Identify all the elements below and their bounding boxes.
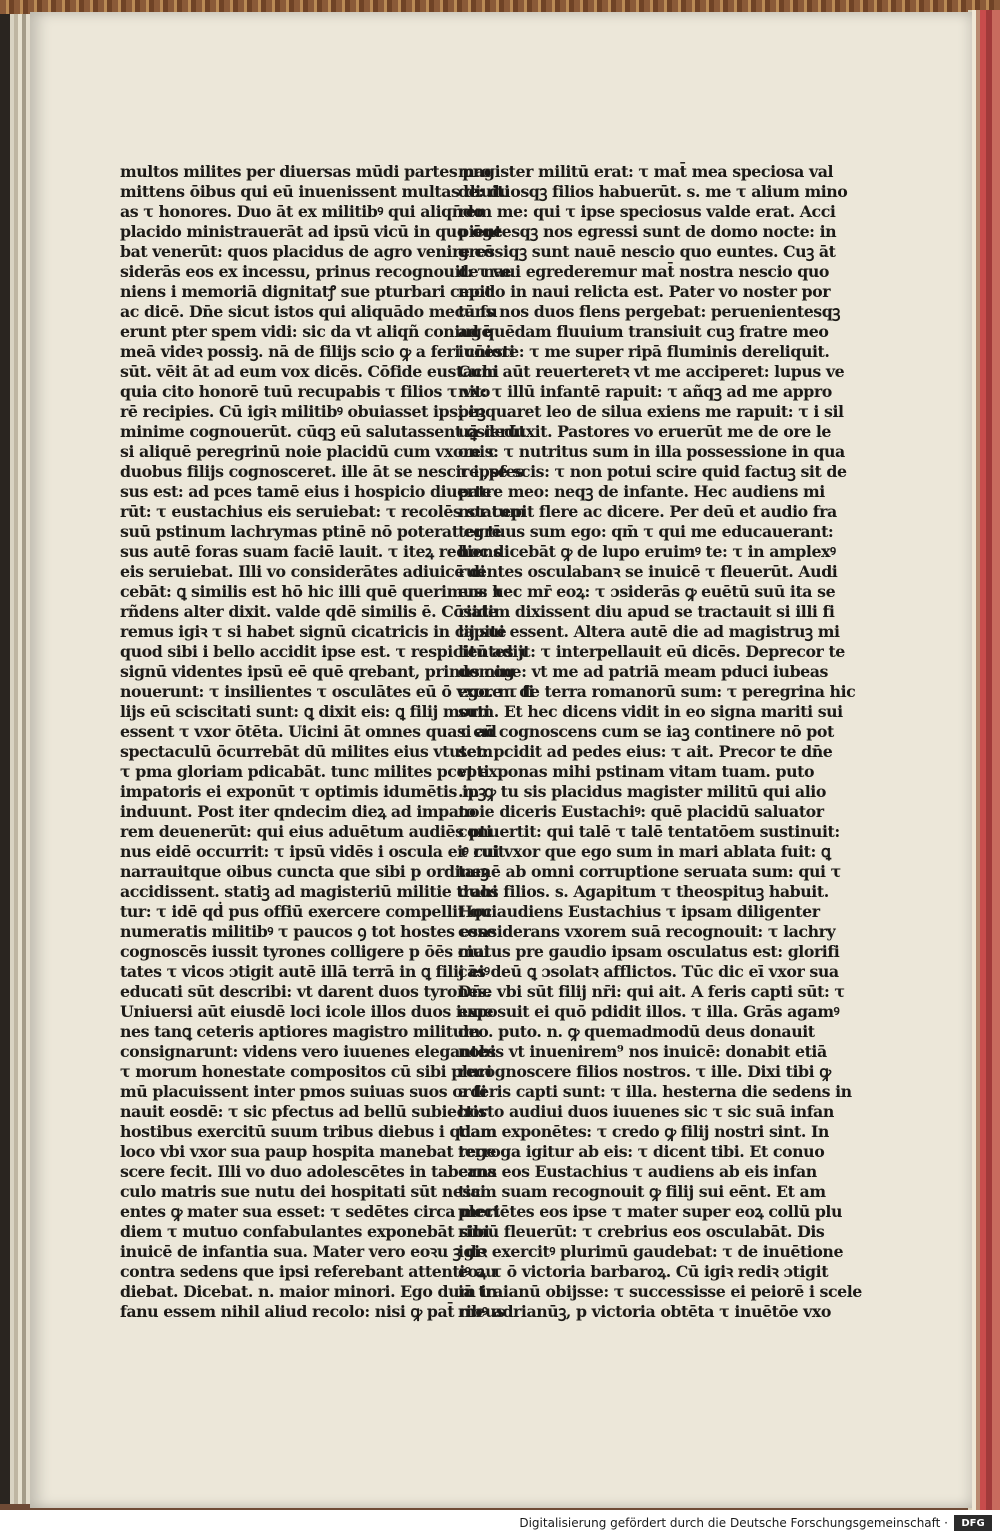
- text-line: nus eidē occurrit: τ ipsū vidēs i oscula eiꝰ ruit: [120, 842, 505, 861]
- text-line: set: pcidit ad pedes eius: τ ait. Precor te dn̄e: [458, 742, 833, 761]
- text-line: ribꝰ adrianūꝫ, p victoria obtēta τ inuētōe vxo: [458, 1302, 831, 1321]
- text-line: inuicē de infantia sua. Mater vero eoꝛu ꝫ de: [120, 1242, 486, 1261]
- text-line: hoc dicebāt ꝙ de lupo eruimꝰ te: τ in amplexꝰ: [458, 542, 836, 561]
- text-line: bat venerūt: quos placidus de agro venire cō: [120, 242, 494, 261]
- text-line: Hoc audiens Eustachius τ ipsam diligenter: [458, 902, 820, 921]
- text-line: suū pstinum lachrymas ptinē nō poterat egrē: [120, 522, 502, 541]
- text-line: tates τ vicos ɔtigit autē illā terrā in ꝗ filij eiꝰ: [120, 962, 490, 981]
- text-line: cognoscēs iussit tyrones colligere p ōēs ciui: [120, 942, 490, 961]
- text-line: pinquaret leo de silua exiens me rapuit: τ i sil: [458, 402, 844, 421]
- text-line: tiam suam recognouit ꝙ filij sui eēnt. Et am: [458, 1182, 826, 1201]
- text-line: as τ honores. Duo āt ex militibꝰ qui aliqn̄do: [120, 202, 484, 221]
- text-line: rē recipies. Cū igiꝛ militibꝰ obuiasset ipsi eꝫ: [120, 402, 486, 421]
- text-line: eis seruiebat. Illi vo considerātes adiuicē di: [120, 562, 486, 581]
- text-line: τ ipse scis: τ non potui scire quid factuꝫ sit de: [458, 462, 847, 481]
- text-line: nes tanꝗ ceteris aptiores magistro militum: [120, 1022, 480, 1041]
- text-line: τ cui vxor que ego sum in mari ablata fuit: ꝗ: [458, 842, 831, 861]
- text-line: .n. ꝙ tu sis placidus magister militū qui alio: [458, 782, 826, 801]
- text-line: sus autē foras suam faciē lauit. τ iteꝝ rediens: [120, 542, 502, 561]
- text-line: loco vbi vxor sua paup hospita manebat rege: [120, 1142, 496, 1161]
- text-line: tamē ab omni corruptione seruata sum: qui τ: [458, 862, 841, 881]
- dfg-logo: DFG: [954, 1515, 992, 1531]
- text-line: tur: τ idē qḋ pus offiū exercere compellit qui: [120, 902, 497, 921]
- text-line: spectaculū ōcurrebāt dū milites eius vtutem: [120, 742, 493, 761]
- text-line: erunt pter spem vidi: sic da vt aliqñ coniugē: [120, 322, 492, 341]
- left-text-column: [120, 162, 534, 1322]
- text-line: duobus filijs cognosceret. ille āt se nescire ,pfes: [120, 462, 524, 481]
- right-page-stack: [968, 10, 1000, 1510]
- text-line: cebāt: ꝗ similis est hō hic illi quē querimus: τ: [120, 582, 503, 601]
- text-line: ter tuus sum ego: qm̄ τ qui me educauerant:: [458, 522, 834, 541]
- text-line: eoꝝ τ ō victoria barbaroꝝ. Cū igiꝛ rediꝛ ɔtigit: [458, 1262, 829, 1281]
- text-line: sus est: ad pces tamē eius i hospicio diuerte: [120, 482, 492, 501]
- text-line: Uniuersi aūt eiusdē loci icole illos duos iuue: [120, 1002, 494, 1021]
- text-line: contra sedens que ipsi referebant attentiꝰ au: [120, 1262, 497, 1281]
- text-line: accidissent. statiꝫ ad magisteriū militie trahi: [120, 882, 498, 901]
- text-line: multos milites per diuersas mūdi partes pro: [120, 162, 491, 181]
- text-line: meā videꝛ possiꝫ. nā de filijs scio ꝙ a feri cōesti: [120, 342, 515, 361]
- text-line: de: duosqꝫ filios habuerūt. s. me τ alium mino: [458, 182, 848, 201]
- text-line: rimū fleuerūt: τ crebrius eos osculabāt. Dis: [458, 1222, 825, 1241]
- text-line: remus igiꝛ τ si habet signū cicatricis in capite: [120, 622, 507, 641]
- text-line: τ morum honestate compositos cū sibi pluri: [120, 1062, 492, 1081]
- left-page-stack: [0, 14, 34, 1504]
- text-line: plectētes eos ipse τ mater super eoꝝ collū plu: [458, 1202, 843, 1221]
- text-line: Dn̄e vbi sūt filij nr̄i: qui ait. A feris capti sūt: τ: [458, 982, 845, 1001]
- text-line: signū videntes ipsū eē quē qrebant, prinus cog: [120, 662, 515, 681]
- text-line: entes ꝙ mater sua esset: τ sedētes circa meri: [120, 1202, 500, 1221]
- text-line: induunt. Post iter qndecim dieꝝ ad impato: [120, 802, 476, 821]
- text-line: hostibus exercitū suum tribus diebus i qdam: [120, 1122, 497, 1141]
- text-line: noie diceris Eustachiꝰ: quē placidū saluator: [458, 802, 824, 821]
- text-line: matus pre gaudio ipsam osculatus est: glorifi: [458, 942, 840, 961]
- text-line: culo matris sue nutu dei hospitati sūt nesci: [120, 1182, 486, 1201]
- text-line: cans eos Eustachius τ audiens ab eis infan: [458, 1162, 817, 1181]
- text-line: consignarunt: videns vero iuuenes elegantes: [120, 1042, 496, 1061]
- text-line: nauit eosdē: τ sic pfectus ad bellū subiectis: [120, 1102, 487, 1121]
- text-line: de naui egrederemur mat̄ nostra nescio quo: [458, 262, 829, 281]
- text-line: ad quēdam fluuium transiuit cuꝫ fratre meo: [458, 322, 829, 341]
- text-line: rūt: τ eustachius eis seruiebat: τ recolēs statum: [120, 502, 526, 521]
- text-line: pientesqꝫ nos egressi sunt de domo nocte: in: [458, 222, 837, 241]
- text-line: nobis vt inuenirem⁹ nos inuicē: donabit etiā: [458, 1042, 827, 1061]
- book-page: [30, 12, 972, 1508]
- text-line: educati sūt describi: vt darent duos tyrones.: [120, 982, 492, 1001]
- text-line: deo. puto. n. ꝙ quemadmodū deus donauit: [458, 1022, 815, 1041]
- text-line: a feris capti sunt: τ illa. hesterna die sedens in: [458, 1082, 852, 1101]
- text-line: sūt. vēit āt ad eum vox dicēs. Cōfide eustachi: [120, 362, 499, 381]
- text-line: domine: vt me ad patriā meam pduci iubeas: [458, 662, 828, 681]
- text-line: horto audiui duos iuuenes sic τ sic suā infan: [458, 1102, 834, 1121]
- text-line: nit: τ illū infantē rapuit: τ añqꝫ ad me appro: [458, 382, 832, 401]
- text-line: cās deū ꝗ ɔsolatꝛ afflictos. Tūc dic eī vxor sua: [458, 962, 839, 981]
- funding-credit: Digitalisierung gefördert durch die Deutsche Forschungsgemeinschaft ·: [519, 1516, 948, 1530]
- text-line: essent τ vxor ōtēta. Uicini āt omnes quasi ad: [120, 722, 497, 741]
- text-line: conuertit: qui talē τ talē tentatōem sustinuit:: [458, 822, 840, 841]
- text-line: modo in naui relicta est. Pater vo noster por: [458, 282, 831, 301]
- text-line: narrauitque oibus cuncta que sibi p ordineꝫ: [120, 862, 489, 881]
- text-line: nor cepit flere ac dicere. Per deū et audio fra: [458, 502, 837, 521]
- text-line: iā traianū obijsse: τ successisse ei peiorē i scele: [458, 1282, 862, 1301]
- text-line: τ pma gloriam pdicabāt. tunc milites pcepti: [120, 762, 490, 781]
- text-line: lijs eū sciscitati sunt: ꝗ dixit eis: ꝗ filij morti: [120, 702, 490, 721]
- text-line: si aliquē peregrinū noie placidū cum vxore τ: [120, 442, 496, 461]
- text-line: patre meo: neqꝫ de infante. Hec audiens mi: [458, 482, 825, 501]
- text-line: scere fecit. Illi vo duo adolescētes in taberna: [120, 1162, 497, 1181]
- text-line: siderās eos ex incessu, prinus recognouit: τ ve: [120, 262, 511, 281]
- text-line: ac dicē. Dn̄e sicut istos qui aliquādo mecū fu: [120, 302, 498, 321]
- text-line: rem me: qui τ ipse speciosus valde erat. Acci: [458, 202, 836, 221]
- text-line: mittens ōibus qui eū inuenissent multas diuiti: [120, 182, 510, 201]
- text-line: diem τ mutuo confabulantes exponebāt sibi: [120, 1222, 490, 1241]
- text-line: τ eū cognoscens cum se iaꝫ continere nō pot: [458, 722, 834, 741]
- text-line: numeratis militibꝰ τ paucos ꝯ tot hostes esse: [120, 922, 496, 941]
- text-line: impatoris ei exponūt τ optimis idumētis ipꝫ: [120, 782, 486, 801]
- text-line: ens hec mr̄ eoꝝ: τ ɔsiderās ꝙ euētū suū ita se: [458, 582, 836, 601]
- text-line: recognoscere filios nostros. τ ille. Dixi tibi ꝙ: [458, 1062, 831, 1081]
- text-line: duos filios. s. Agapitum τ theospituꝫ habuit.: [458, 882, 829, 901]
- text-line: tiam exponētes: τ credo ꝙ filij nostri sint. In: [458, 1122, 829, 1141]
- text-line: niens i memoriā dignitatꝭ sue pturbari cepit: [120, 282, 492, 301]
- text-line: minime cognouerūt. cūqꝫ eū salutassent ꝗsierūt: [120, 422, 526, 441]
- text-line: Cum aūt reuerteretꝛ vt me acciperet: lupus ve: [458, 362, 845, 381]
- text-line: placido ministrauerāt ad ipsū vicū in quo ōge: [120, 222, 503, 241]
- text-line: igiꝛ exercitꝰ plurimū gaudebat: τ de inuētione: [458, 1242, 844, 1261]
- text-line: rñdens alter dixit. valde qdē similis ē. Cōside: [120, 602, 498, 621]
- text-line: fanu essem nihil aliud recolo: nisi ꝙ pat̄ meus: [120, 1302, 505, 1321]
- text-line: ruentes osculabanꝛ se inuicē τ fleuerūt. Audi: [458, 562, 838, 581]
- text-line: quia cito honorē tuū recupabis τ filios τ vxo: [120, 382, 490, 401]
- text-line: litū adijt: τ interpellauit eū dicēs. Deprecor te: [458, 642, 845, 661]
- text-line: terroga igitur ab eis: τ dicent tibi. Et conuo: [458, 1142, 825, 1161]
- text-line: quod sibi i bello accidit ipse est. τ respicientes τ: [120, 642, 529, 661]
- digitization-footer: [0, 1510, 1000, 1536]
- text-line: nouerunt: τ insilientes τ osculātes eū ō vxore τ fi: [120, 682, 534, 701]
- text-line: uā deduxit. Pastores vo eruerūt me de ore le: [458, 422, 831, 441]
- text-line: magister militū erat: τ mat̄ mea speciosa val: [458, 162, 834, 181]
- text-line: sum. Et hec dicens vidit in eo signa mariti sui: [458, 702, 843, 721]
- text-line: lij sui essent. Altera autē die ad magistruꝫ mi: [458, 622, 840, 641]
- text-line: rem deuenerūt: qui eius aduētum audiēs pti: [120, 822, 492, 841]
- text-line: riatim dixissent diu apud se tractauit si illi fi: [458, 602, 835, 621]
- text-line: exposuit ei quō pdidit illos. τ illa. Grās agamꝰ: [458, 1002, 840, 1021]
- text-line: mū placuissent inter pmos suiuas suos ordi: [120, 1082, 487, 1101]
- text-line: considerans vxorem suā recognouit: τ lachry: [458, 922, 836, 941]
- text-line: gressiqꝫ sunt nauē nescio quo euntes. Cuꝫ āt: [458, 242, 836, 261]
- right-text-column: [458, 162, 862, 1322]
- text-line: iuniore: τ me super ripā fluminis dereliquit.: [458, 342, 830, 361]
- text-line: tans nos duos flens pergebat: peruenientesqꝫ: [458, 302, 840, 321]
- text-line: ego. n. de terra romanorū sum: τ peregrina hic: [458, 682, 856, 701]
- text-line: diebat. Dicebat. n. maior minori. Ego dum in: [120, 1282, 498, 1301]
- text-line: vt exponas mihi pstinam vitam tuam. puto: [458, 762, 815, 781]
- text-line: onis: τ nutritus sum in illa possessione in qua: [458, 442, 845, 461]
